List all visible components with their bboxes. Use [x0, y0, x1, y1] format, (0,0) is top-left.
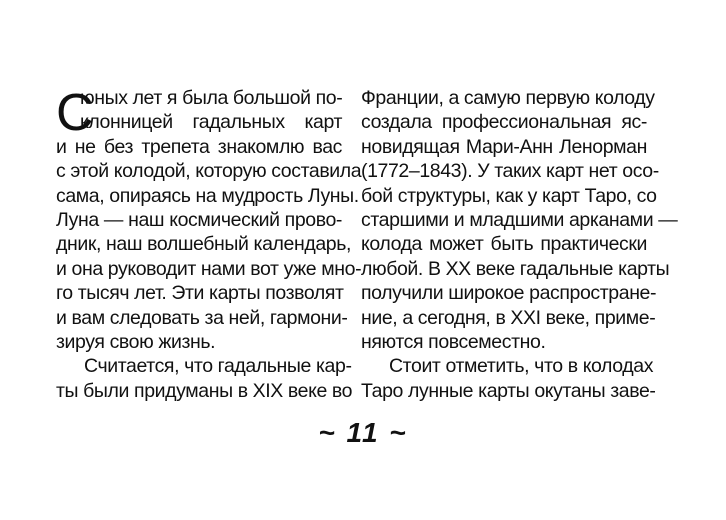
text-line: Стоит отметить, что в колодах: [389, 355, 654, 378]
text-line: зируя свою жизнь.: [56, 330, 216, 353]
text-line: го тысяч лет. Эти карты позволят: [56, 282, 344, 305]
text-line: сама, опираясь на мудрость Луны.: [56, 184, 359, 207]
text-line: Луна — наш космический прово-: [56, 208, 342, 231]
text-line: бой структуры, как у карт Таро, со: [361, 184, 657, 207]
text-line: и не без трепета знакомлю вас: [56, 135, 342, 158]
text-line: получили широкое распростране-: [361, 282, 657, 305]
text-line: ты были придуманы в XIX веке во: [56, 379, 353, 402]
text-line: старшими и младшими арканами —: [361, 208, 678, 231]
text-line: (1772–1843). У таких карт нет осо-: [361, 160, 659, 183]
text-line: с этой колодой, которую составила: [56, 160, 362, 183]
text-line: клонницей гадальных карт: [80, 111, 342, 134]
text-line: ние, а сегодня, в XXI веке, приме-: [361, 306, 656, 329]
text-line: няются повсеместно.: [361, 330, 546, 353]
text-line: Франции, а самую первую колоду: [361, 87, 655, 109]
text-line: колода может быть практически: [361, 233, 647, 256]
text-line: Таро лунные карты окутаны заве-: [361, 379, 656, 402]
text-line: юных лет я была большой по-: [80, 87, 343, 109]
page-number: ~ 11 ~: [318, 417, 408, 448]
drop-cap: С: [56, 84, 94, 142]
text-line: и вам следовать за ней, гармони-: [56, 306, 348, 329]
text-line: любой. В XX веке гадальные карты: [361, 257, 670, 280]
text-line: новидящая Мари-Анн Ленорман: [361, 135, 647, 158]
text-line: создала профессиональная яс-: [361, 111, 647, 134]
text-line: дник, наш волшебный календарь,: [56, 233, 351, 256]
left-text-column: [56, 84, 362, 403]
text-line: Считается, что гадальные кар-: [84, 355, 352, 378]
right-text-column: [361, 86, 678, 403]
text-line: и она руководит нами вот уже мно-: [56, 257, 362, 280]
